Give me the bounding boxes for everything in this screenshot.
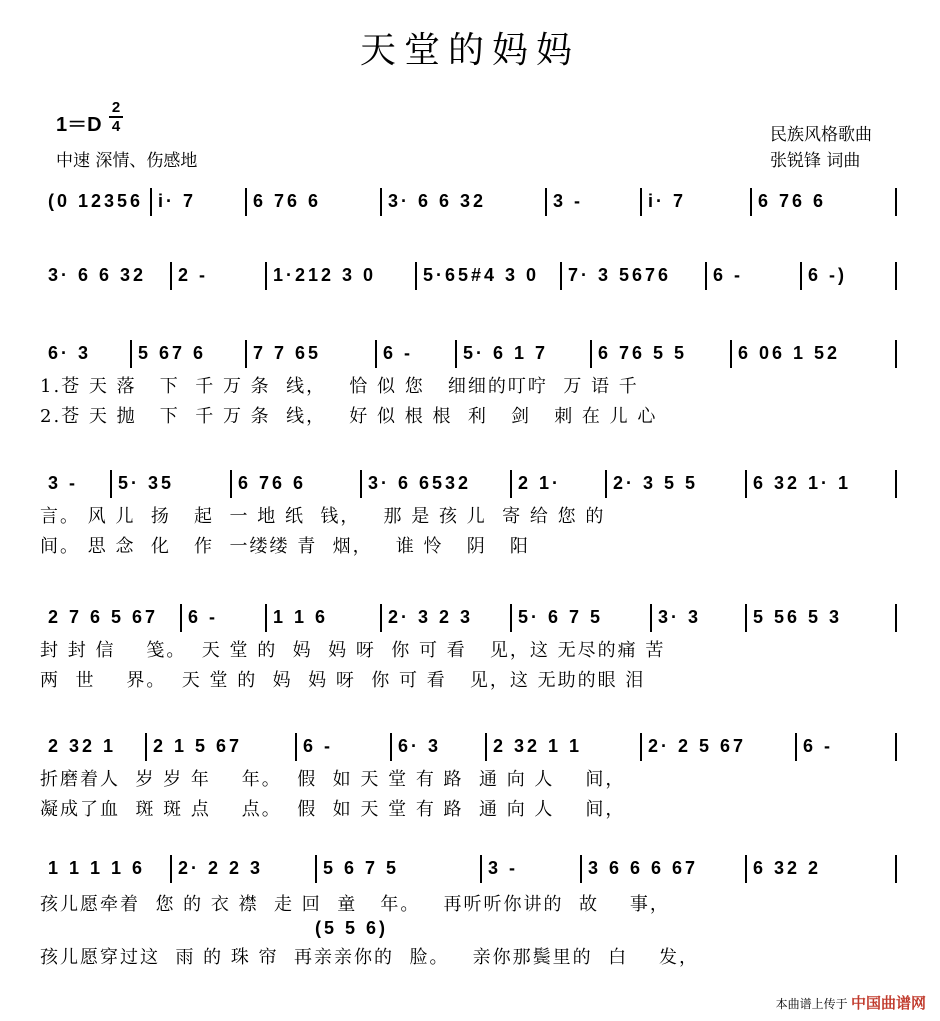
measure: 3 6 6 6 67 — [588, 858, 699, 878]
alt-notes-text: (5 5 6) — [315, 918, 389, 938]
bar-line — [455, 340, 457, 368]
notation-row — [0, 733, 940, 767]
lyric-line-1 — [0, 372, 940, 398]
measure: 6 76 6 — [238, 473, 307, 493]
tempo-marking: 中速 深情、伤感地 — [56, 151, 198, 171]
credits-label: 张锐锋 词曲 — [770, 151, 861, 171]
measure: 3 - — [553, 191, 584, 211]
bar-line — [170, 262, 172, 290]
bar-line — [640, 188, 642, 216]
measure: 6 76 6 — [253, 191, 322, 211]
bar-line — [895, 340, 897, 368]
lyric-line-1 — [0, 502, 940, 528]
measure: 7 7 65 — [253, 343, 322, 363]
lyric-text: 间。 思 念 化 作 一缕缕 青 烟， 谁 怜 阴 阳 — [40, 536, 530, 557]
measure: 7· 3 5676 — [568, 265, 672, 285]
bar-line — [245, 188, 247, 216]
measure: 6· 3 — [48, 343, 92, 363]
song-title: 天堂的妈妈 — [359, 30, 580, 71]
measure: i· 7 — [648, 191, 687, 211]
alternate-notes — [0, 915, 940, 949]
bar-line — [265, 262, 267, 290]
bar-line — [650, 604, 652, 632]
bar-line — [315, 855, 317, 883]
measure: 1·212 3 0 — [273, 265, 377, 285]
measure: 6 76 5 5 — [598, 343, 688, 363]
bar-line — [130, 340, 132, 368]
measure: 3 - — [48, 473, 79, 493]
lyric-text: 1.苍 天 落 下 千 万 条 线， 恰 似 您 细细的叮咛 万 语 千 — [40, 376, 639, 397]
measure: 1 1 1 1 6 — [48, 858, 146, 878]
measure: 6 76 6 — [758, 191, 827, 211]
notation-row — [0, 855, 940, 889]
bar-line — [110, 470, 112, 498]
footer-text: 本曲谱上传于 — [775, 997, 848, 1011]
genre-label: 民族风格歌曲 — [770, 125, 872, 145]
bar-line — [545, 188, 547, 216]
measure: 5·65#4 3 0 — [423, 265, 540, 285]
bar-line — [745, 855, 747, 883]
measure: 2 - — [178, 265, 209, 285]
bar-line — [560, 262, 562, 290]
measure: 3· 6 6532 — [368, 473, 472, 493]
lyric-text: 两 世 界。 天 堂 的 妈 妈 呀 你 可 看 见，这 无助的眼 泪 — [40, 670, 646, 691]
measure: 2 7 6 5 67 — [48, 607, 159, 627]
measure: 2 32 1 — [48, 736, 117, 756]
measure: 5 56 5 3 — [753, 607, 843, 627]
bar-line — [245, 340, 247, 368]
bar-line — [485, 733, 487, 761]
measure: 1 1 6 — [273, 607, 329, 627]
footer — [776, 992, 926, 1013]
measure: 6 - — [188, 607, 219, 627]
time-signature — [108, 99, 124, 135]
measure: 5· 6 1 7 — [463, 343, 549, 363]
measure: 5· 6 7 5 — [518, 607, 604, 627]
lyric-text: 孩儿愿穿过这 雨 的 珠 帘 再亲亲你的 脸。 亲你那鬓里的 白 发， — [40, 947, 699, 968]
bar-line — [745, 604, 747, 632]
bar-line — [380, 604, 382, 632]
key-signature: 1＝D — [56, 114, 102, 136]
bar-line — [380, 188, 382, 216]
bar-line — [730, 340, 732, 368]
bar-line — [180, 604, 182, 632]
bar-line — [150, 188, 152, 216]
bar-line — [605, 470, 607, 498]
bar-line — [590, 340, 592, 368]
notation-row — [0, 188, 940, 222]
measure: 5 67 6 — [138, 343, 207, 363]
measure: 3· 6 6 32 — [48, 265, 147, 285]
lyric-text: 2.苍 天 抛 下 千 万 条 线， 好 似 根 根 利 剑 刺 在 儿 心 — [40, 406, 658, 427]
measure: 2 32 1 1 — [493, 736, 583, 756]
lyric-text: 封 封 信 笺。 天 堂 的 妈 妈 呀 你 可 看 见，这 无尽的痛 苦 — [40, 640, 666, 661]
bar-line — [705, 262, 707, 290]
bar-line — [895, 262, 897, 290]
measure: 3· 3 — [658, 607, 702, 627]
measure: 6 32 2 — [753, 858, 822, 878]
measure: (0 12356 — [48, 191, 144, 211]
bar-line — [415, 262, 417, 290]
bar-line — [360, 470, 362, 498]
bar-line — [480, 855, 482, 883]
bar-line — [145, 733, 147, 761]
time-sig-bottom: 4 — [111, 118, 121, 135]
bar-line — [895, 470, 897, 498]
lyric-line-2 — [0, 402, 940, 428]
time-sig-top: 2 — [111, 99, 121, 116]
measure: i· 7 — [158, 191, 197, 211]
bar-line — [295, 733, 297, 761]
measure: 3· 6 6 32 — [388, 191, 487, 211]
bar-line — [170, 855, 172, 883]
bar-line — [510, 470, 512, 498]
measure: 6 - — [303, 736, 334, 756]
measure: 2· 2 2 3 — [178, 858, 264, 878]
measure: 6· 3 — [398, 736, 442, 756]
lyric-text: 言。 风 儿 扬 起 一 地 纸 钱， 那 是 孩 儿 寄 给 您 的 — [40, 506, 606, 527]
measure: 6 -) — [808, 265, 847, 285]
measure: 2· 3 5 5 — [613, 473, 699, 493]
notation-row — [0, 340, 940, 374]
lyric-text: 孩儿愿牵着 您 的 衣 襟 走 回 童 年。 再听听你讲的 故 事， — [40, 894, 670, 915]
notation-row — [0, 262, 940, 296]
lyric-line-2 — [0, 532, 940, 558]
bar-line — [795, 733, 797, 761]
bar-line — [510, 604, 512, 632]
lyric-text: 凝成了血 斑 斑 点 点。 假 如 天 堂 有 路 通 向 人 间， — [40, 799, 626, 820]
measure: 6 32 1· 1 — [753, 473, 852, 493]
bar-line — [390, 733, 392, 761]
notation-row — [0, 604, 940, 638]
lyric-line-1 — [0, 765, 940, 791]
bar-line — [640, 733, 642, 761]
bar-line — [580, 855, 582, 883]
measure: 2· 3 2 3 — [388, 607, 474, 627]
bar-line — [265, 604, 267, 632]
bar-line — [895, 855, 897, 883]
measure: 2 1· — [518, 473, 562, 493]
measure: 2· 2 5 67 — [648, 736, 747, 756]
site-logo: 中国曲谱网 — [850, 995, 926, 1012]
measure: 6 - — [803, 736, 834, 756]
lyric-text: 折磨着人 岁 岁 年 年。 假 如 天 堂 有 路 通 向 人 间， — [40, 769, 626, 790]
bar-line — [750, 188, 752, 216]
measure: 6 - — [713, 265, 744, 285]
measure: 5· 35 — [118, 473, 175, 493]
lyric-line-2 — [0, 795, 940, 821]
bar-line — [800, 262, 802, 290]
lyric-line-1 — [0, 890, 940, 916]
bar-line — [230, 470, 232, 498]
notation-row — [0, 470, 940, 504]
bar-line — [895, 604, 897, 632]
lyric-line-2 — [0, 666, 940, 692]
lyric-line-1 — [0, 636, 940, 662]
bar-line — [745, 470, 747, 498]
measure: 6 - — [383, 343, 414, 363]
measure: 2 1 5 67 — [153, 736, 243, 756]
bar-line — [895, 733, 897, 761]
bar-line — [375, 340, 377, 368]
bar-line — [895, 188, 897, 216]
measure: 3 - — [488, 858, 519, 878]
measure: 6 06 1 52 — [738, 343, 841, 363]
measure: 5 6 7 5 — [323, 858, 400, 878]
